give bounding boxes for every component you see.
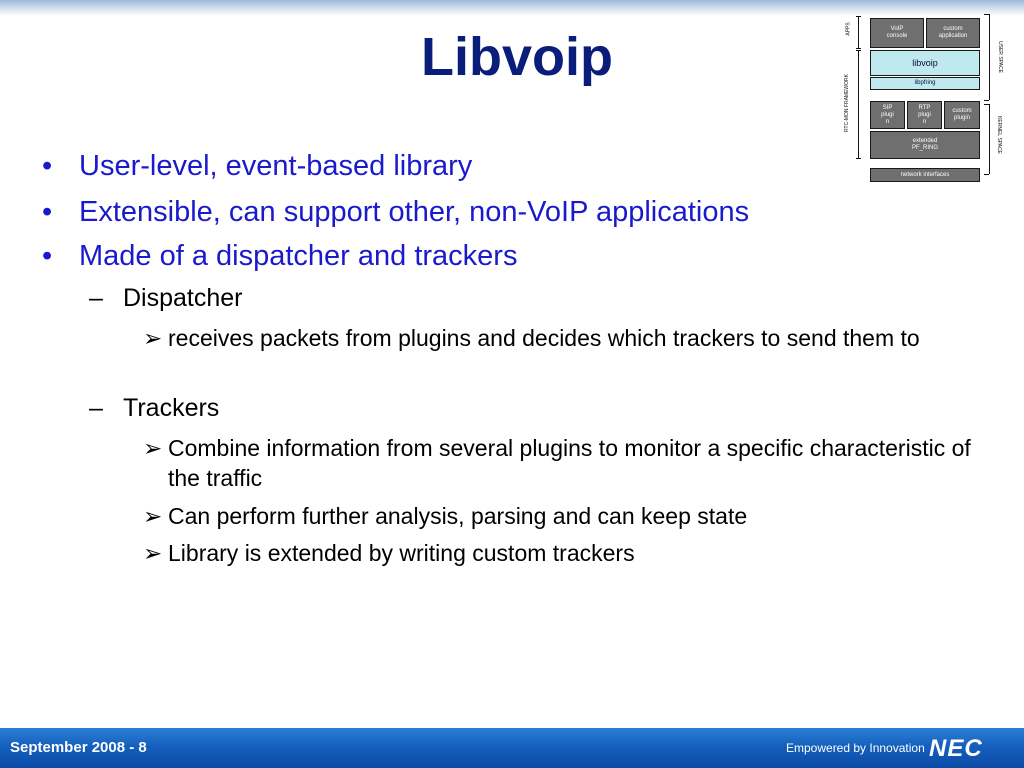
detail-text: receives packets from plugins and decides which trackers to send them to — [168, 325, 920, 351]
framework-label: RTC-MON FRAMEWORK — [843, 74, 850, 132]
libvoip-label: libvoip — [912, 57, 938, 68]
custom-plugin-label: custom plugin — [952, 108, 972, 121]
footer-bar — [0, 728, 1024, 768]
bullet-mark: • — [42, 240, 53, 272]
kernel-space-label: KERNEL SPACE — [995, 116, 1002, 154]
footer-date: September 2008 - 8 — [10, 739, 147, 756]
extended-pfring-box — [870, 131, 980, 159]
libpfring-box — [870, 77, 980, 90]
bullet-text: Extensible, can support other, non-VoIP applications — [79, 196, 750, 228]
dash-mark: – — [89, 394, 103, 422]
rtp-plugin-box — [907, 101, 942, 129]
user-space-bracket — [989, 14, 990, 100]
arrow-mark: ➢ — [143, 435, 163, 461]
bullet-mark: • — [42, 150, 53, 182]
libpfring-label: libpfring — [914, 80, 936, 86]
custom-plugin-box — [944, 101, 980, 129]
detail-text: Can perform further analysis, parsing and can keep state — [168, 503, 748, 529]
bullet-mark: • — [42, 196, 53, 228]
sip-plugin-label: SIP plugi n — [881, 104, 894, 125]
slide-title: Libvoip — [421, 27, 613, 87]
custom-application-box — [926, 18, 980, 48]
user-space-label: USER SPACE — [996, 41, 1003, 73]
network-interfaces-label: network interfaces — [900, 171, 950, 178]
dash-mark: – — [89, 284, 103, 312]
nec-logo: NEC — [929, 735, 983, 762]
voip-console-box — [870, 18, 924, 48]
libvoip-box — [870, 50, 980, 76]
extended-pfring-label: extended PF_RING — [911, 138, 938, 151]
arrow-mark: ➢ — [143, 503, 163, 529]
bullet-text: User-level, event-based library — [79, 150, 473, 182]
sub-bullet-text: Dispatcher — [123, 284, 243, 312]
rtp-plugin-label: RTP plugi n — [918, 104, 931, 125]
arrow-mark: ➢ — [143, 540, 163, 566]
voip-console-label: VoIP console — [886, 26, 908, 39]
architecture-diagram — [840, 10, 1020, 190]
detail-text: Combine information from several plugins to monitor a specific characteristic of the traffic — [168, 435, 971, 491]
footer-tagline: Empowered by Innovation — [786, 741, 925, 755]
network-interfaces-box — [870, 168, 980, 182]
apps-label: APPS — [845, 22, 852, 36]
detail-text: Library is extended by writing custom trackers — [168, 540, 635, 566]
sip-plugin-box — [870, 101, 905, 129]
apps-bracket — [858, 16, 859, 48]
arrow-mark: ➢ — [143, 325, 163, 351]
kernel-space-bracket — [989, 104, 990, 174]
bullet-text: Made of a dispatcher and trackers — [79, 240, 518, 272]
custom-application-label: custom application — [938, 26, 968, 39]
framework-bracket — [858, 50, 859, 158]
sub-bullet-text: Trackers — [123, 394, 220, 422]
